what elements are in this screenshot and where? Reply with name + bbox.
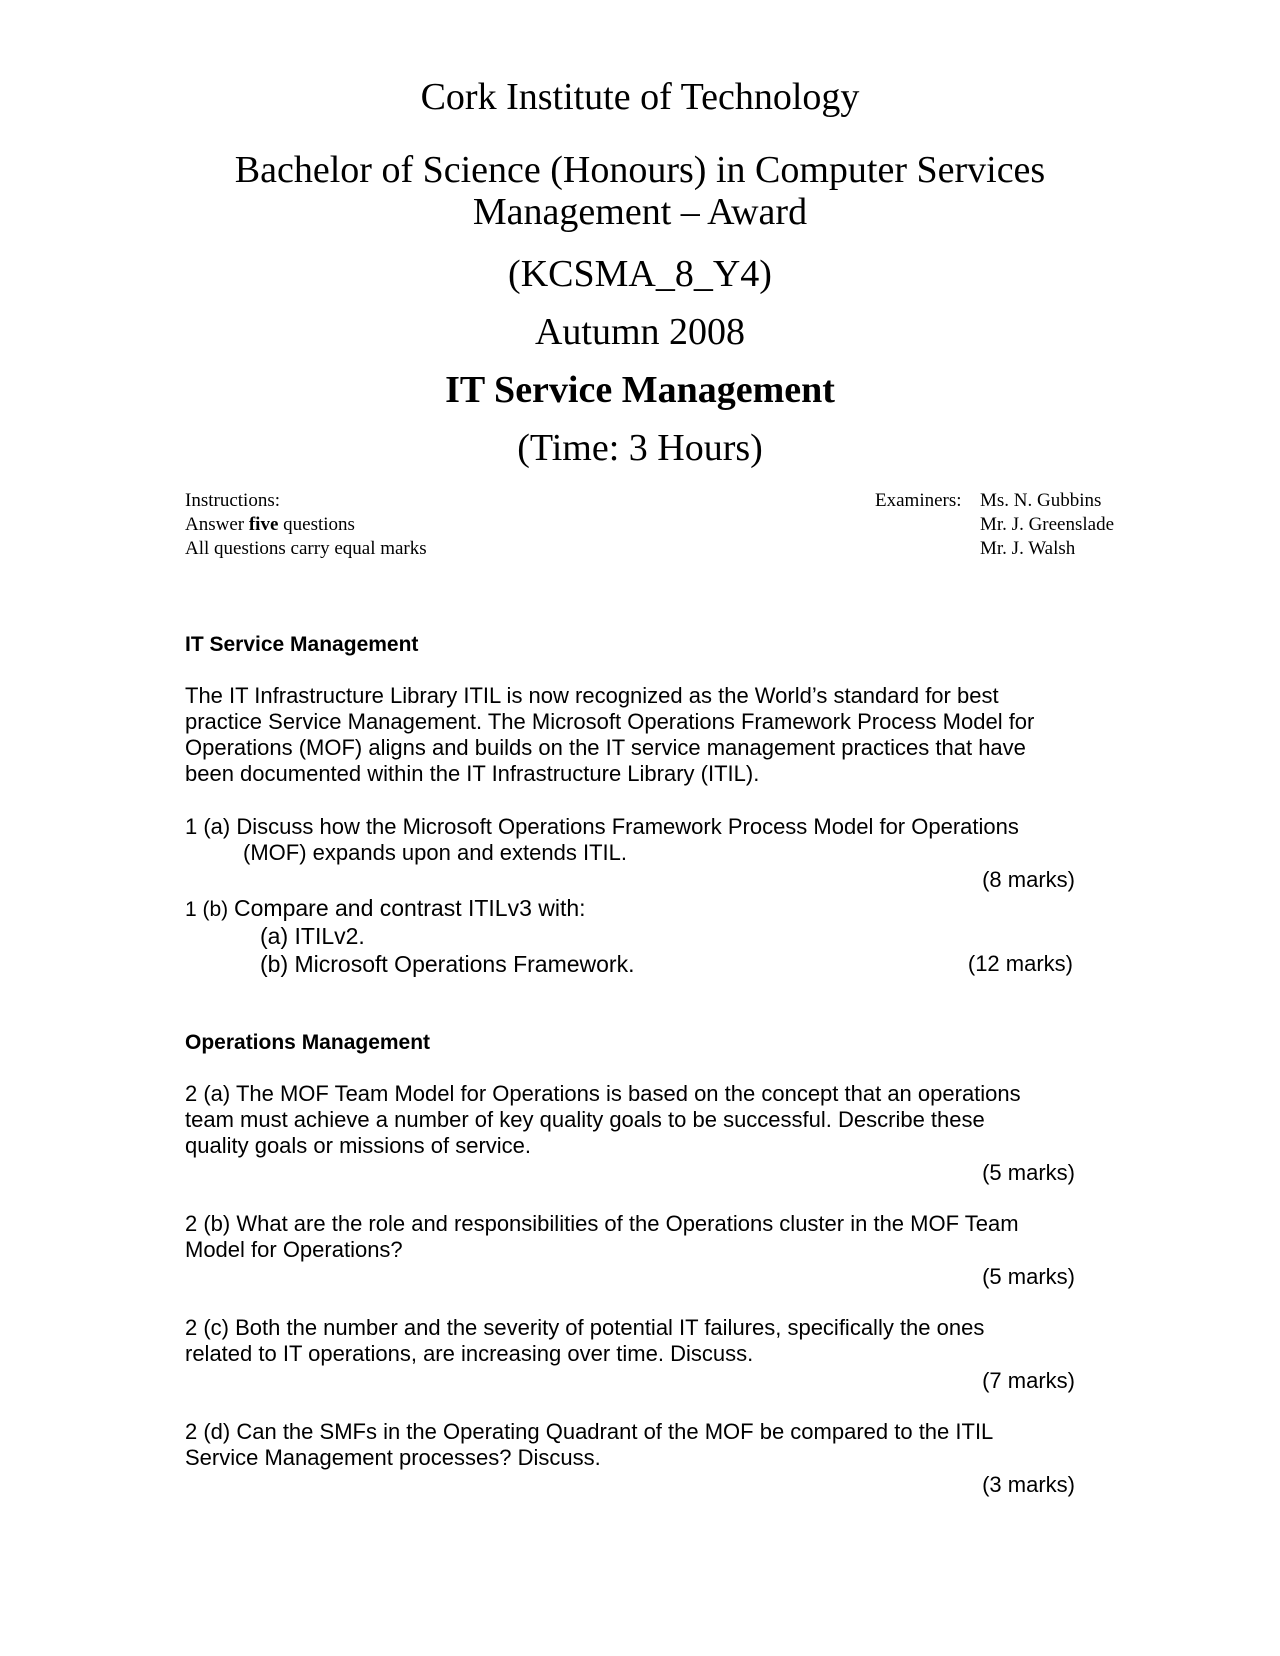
intro-line: Operations (MOF) aligns and builds on the IT service management practices that have [185,735,1026,760]
institution-title: Cork Institute of Technology [420,76,860,118]
question-1b-option-b: (b) Microsoft Operations Framework. [260,951,635,977]
instructions-answer [185,513,355,537]
instructions-label: Instructions: [185,490,280,511]
examiner-name: Mr. J. Walsh [980,538,1076,559]
instructions-equal-marks: All questions carry equal marks [185,538,427,559]
degree-title-line-1: Bachelor of Science (Honours) in Computer Services [234,149,1046,191]
answer-count: five [248,514,279,535]
question-2d [185,1419,993,1471]
question-label: 1 (b) [185,898,235,921]
module-title: IT Service Management [445,369,835,411]
question-2c [185,1315,984,1367]
examiner-name: Ms. N. Gubbins [980,490,1102,511]
marks-2d: (3 marks) [982,1472,1075,1497]
marks-2a: (5 marks) [982,1160,1075,1185]
exam-duration: (Time: 3 Hours) [517,427,763,469]
question-line: 2 (a) The MOF Team Model for Operations is based on the concept that an operations [185,1081,1021,1106]
marks-2b: (5 marks) [982,1264,1075,1289]
intro-line: The IT Infrastructure Library ITIL is now recognized as the World’s standard for best [185,683,999,708]
question-1a [185,814,1019,866]
question-line: 2 (c) Both the number and the severity of potential IT failures, specifically the ones [185,1315,985,1340]
question-line: 1 (a) Discuss how the Microsoft Operations Framework Process Model for Operations [185,814,1019,839]
examiner-name: Mr. J. Greenslade [980,514,1115,535]
question-line: team must achieve a number of key quality goals to be successful. Describe these [185,1107,985,1132]
question-line: related to IT operations, are increasing over time. Discuss. [185,1341,754,1366]
answer-prefix: Answer [185,514,249,535]
question-line: Model for Operations? [185,1237,403,1262]
programme-code: (KCSMA_8_Y4) [508,253,772,295]
question-2b [185,1211,1019,1263]
question-2a [185,1081,1021,1159]
question-line: Service Management processes? Discuss. [185,1445,601,1470]
question-line: quality goals or missions of service. [185,1133,532,1158]
section1-intro [185,683,1034,787]
intro-line: been documented within the IT Infrastructure Library (ITIL). [185,761,760,786]
question-line: 2 (b) What are the role and responsibilities of the Operations cluster in the MOF Team [185,1211,1019,1236]
question-1b [185,895,586,923]
question-line: 2 (d) Can the SMFs in the Operating Quadrant of the MOF be compared to the ITIL [185,1419,994,1444]
section-heading-operations-management: Operations Management [185,1031,431,1054]
question-line: (MOF) expands upon and extends ITIL. [243,840,627,865]
answer-suffix: questions [278,514,355,535]
exam-session: Autumn 2008 [534,311,746,353]
intro-line: practice Service Management. The Microsoft Operations Framework Process Model for [185,709,1035,734]
examiners-label: Examiners: [875,490,962,511]
marks-1b: (12 marks) [967,951,1073,976]
question-1b-option-a: (a) ITILv2. [260,923,365,949]
question-text: Compare and contrast ITILv3 with: [234,895,586,921]
section-heading-it-service-management: IT Service Management [185,633,419,656]
marks-1a: (8 marks) [982,867,1075,892]
degree-title-line-2: Management – Award [472,191,808,233]
marks-2c: (7 marks) [982,1368,1075,1393]
